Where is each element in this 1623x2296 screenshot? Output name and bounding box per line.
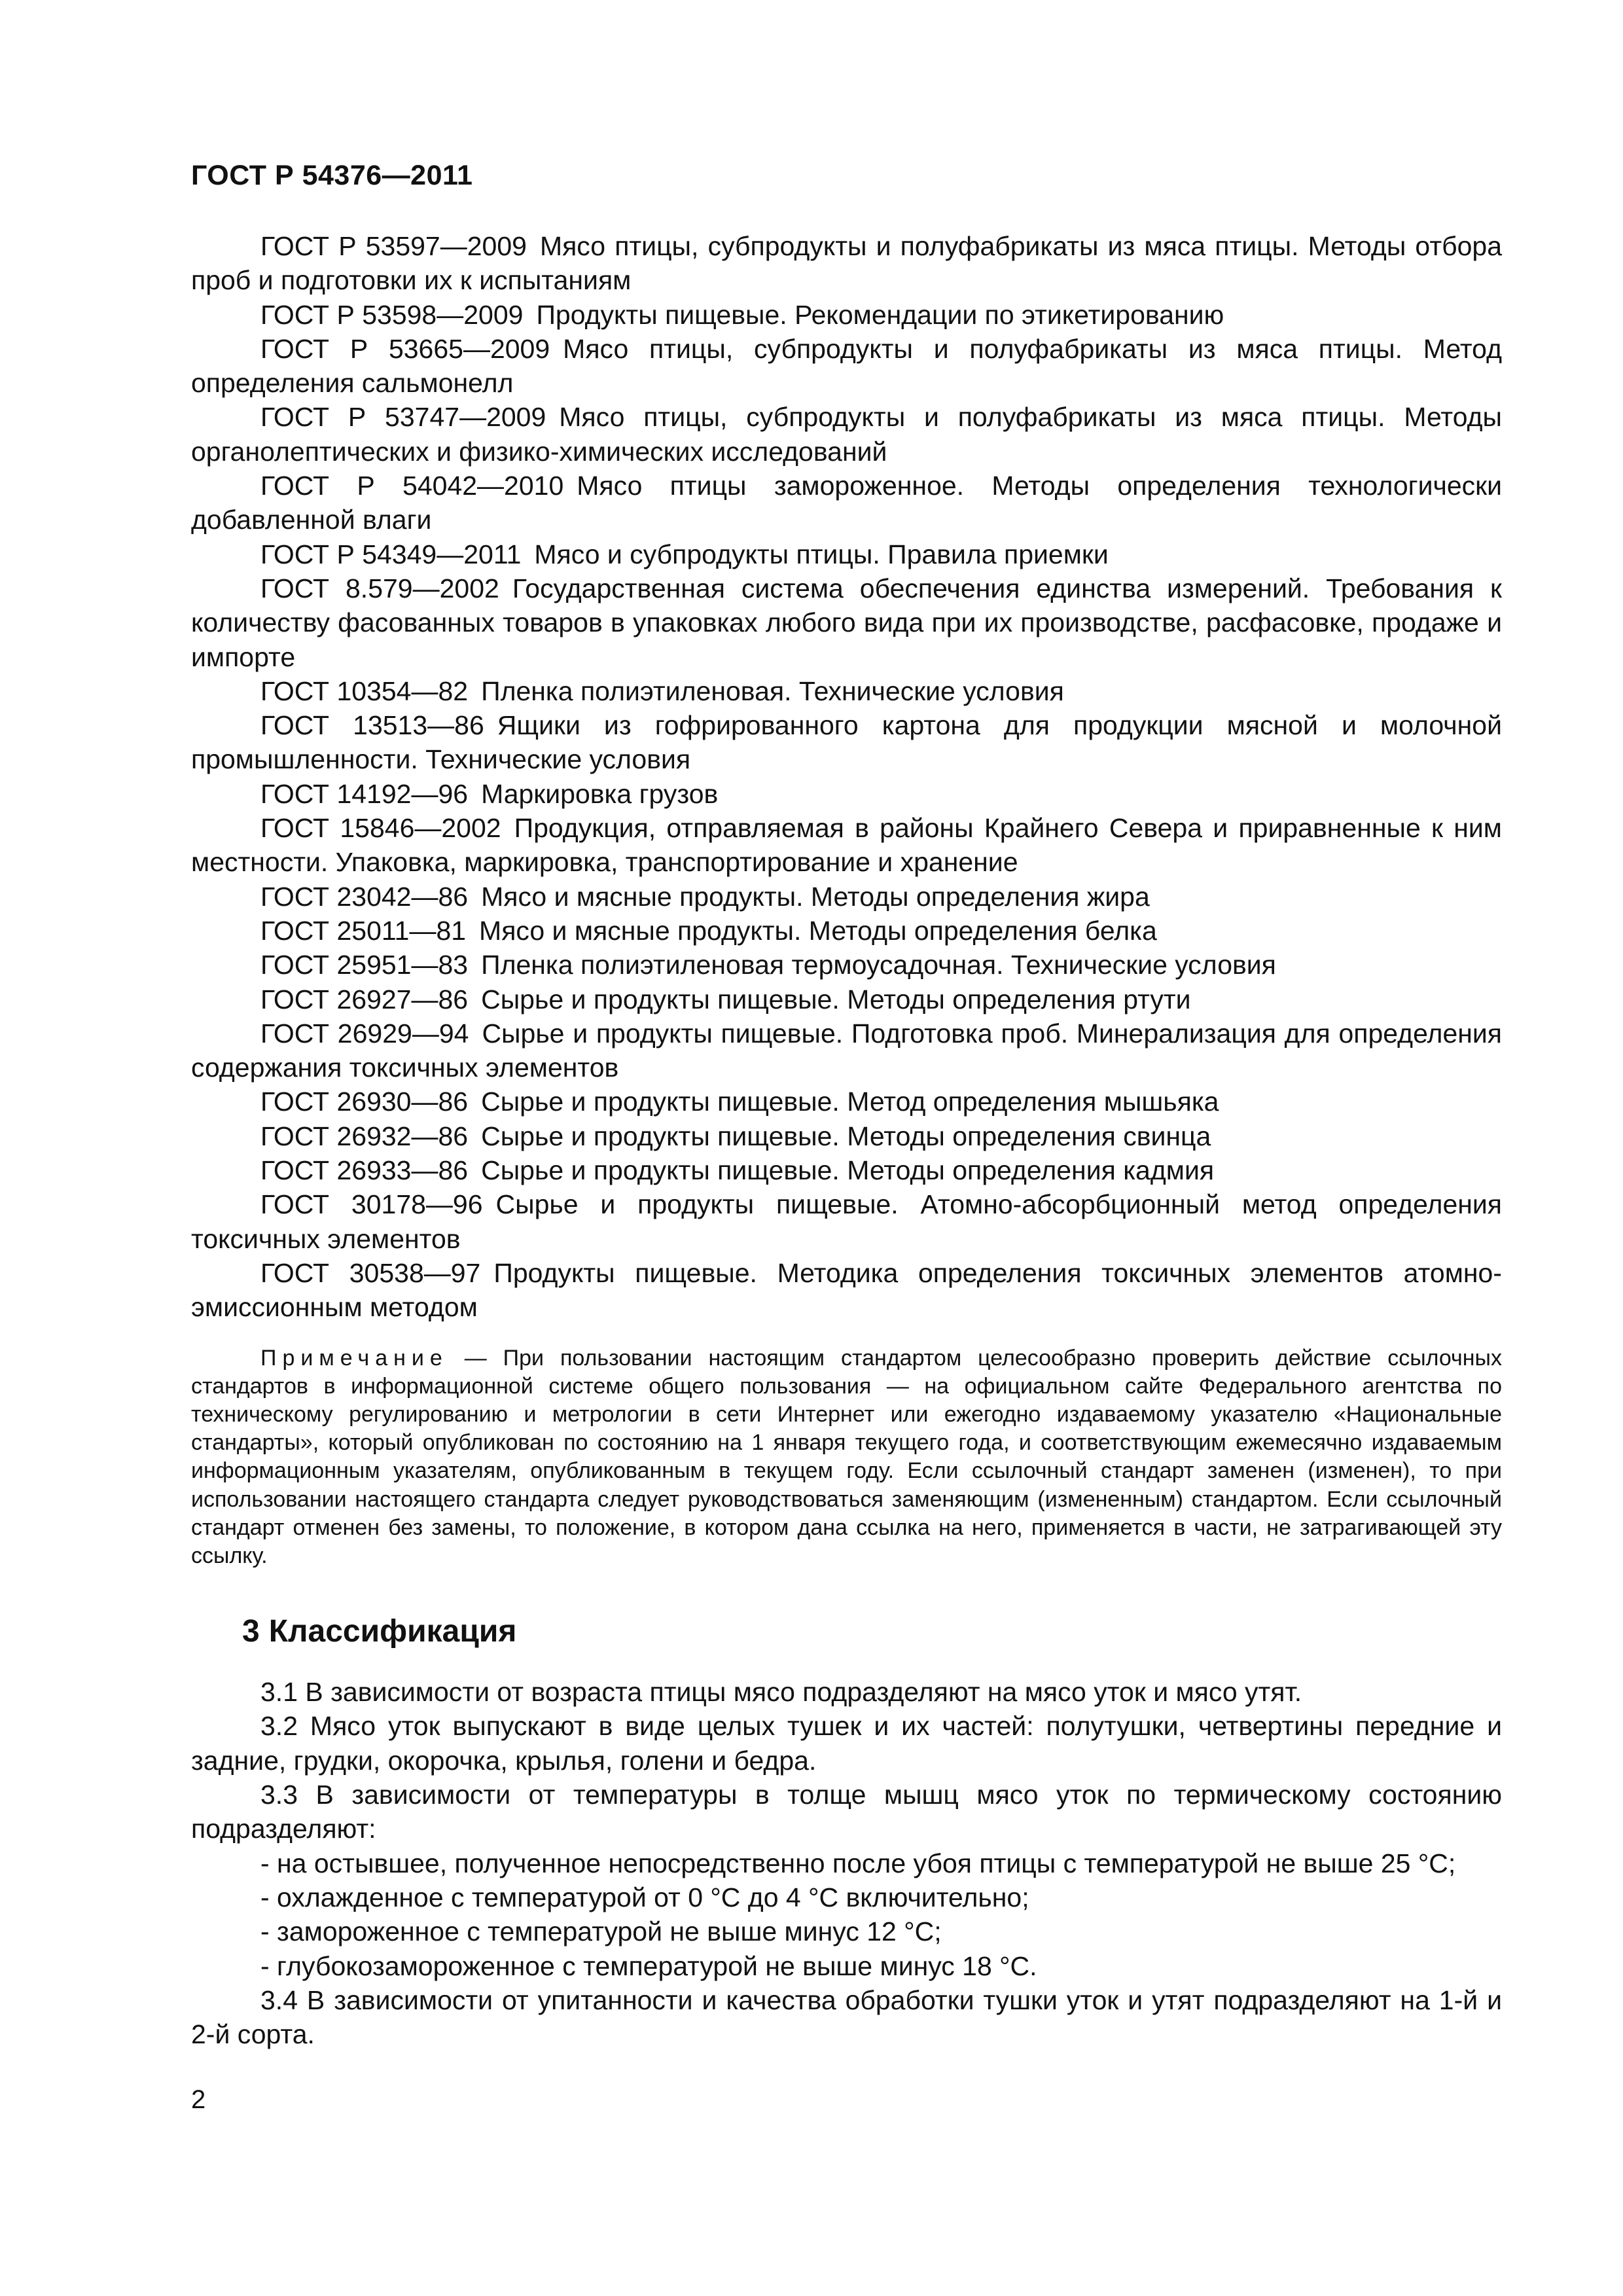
reference-title: Маркировка грузов [481,778,719,809]
reference-item [191,400,1502,469]
reference-code: ГОСТ 26927—86 [260,984,469,1014]
reference-title: Государственная система обеспечения единства измерений. Требования к количеству фасованных товаров в упаковках любого вида при их производстве, расфасовке, продаже и импорте [191,573,1502,672]
reference-item [191,1153,1502,1187]
reference-title: Продукция, отправляемая в районы Крайнего Севера и приравненные к ним местности. Упаковка, маркировка, транспортирование и хранение [191,813,1502,878]
section-heading [242,1612,1502,1651]
reference-code: ГОСТ 26929—94 [260,1018,469,1049]
list-item: - на остывшее, полученное непосредственно после убоя птицы с температурой не выше 25 °C; [260,1848,1456,1878]
reference-item [191,1085,1502,1119]
reference-code: ГОСТ 23042—86 [260,881,469,912]
page-number: 2 [191,2085,206,2114]
reference-item [191,469,1502,537]
reference-title: Пленка полиэтиленовая. Технические условия [481,675,1064,706]
reference-code: ГОСТ 25951—83 [260,950,469,980]
reference-code: ГОСТ Р 53747—2009 [260,402,546,433]
classification-clauses [191,1675,1502,2051]
note-text: — При пользовании настоящим стандартом целесообразно проверить действие ссылочных стандартов в информационной системе общего пользования — на официальном сайте Федерального агентства по техническому регулированию и метрологии в сети Интернет или ежегодно издаваемому указателю «Национальные стандарты», который опубликован по состоянию на 1 января текущего года, и соответствующим ежемесячно издаваемым информационным указателям, опубликованным в текущем году. Если ссылочный стандарт заменен (изменен), то при использовании настоящего стандарта следует руководствоваться заменяющим (измененным) стандартом. Если ссылочный стандарт отменен без замены, то положение, в котором дана ссылка на него, применяется в части, не затрагивающей эту ссылку. [191,1345,1502,1568]
reference-code: ГОСТ Р 53665—2009 [260,333,550,364]
reference-code: ГОСТ Р 53598—2009 [260,299,524,330]
reference-title: Сырье и продукты пищевые. Методы определения кадмия [481,1155,1215,1186]
list-item: - глубокозамороженное с температурой не выше минус 18 °C. [260,1950,1037,1981]
normative-references-list [191,229,1502,1325]
reference-item [191,298,1502,332]
reference-title: Мясо и мясные продукты. Методы определения жира [481,881,1150,912]
reference-item [191,1187,1502,1256]
reference-item [191,880,1502,914]
reference-code: ГОСТ 13513—86 [260,710,484,741]
reference-code: ГОСТ 15846—2002 [260,813,501,844]
clause-3-3: 3.3 В зависимости от температуры в толще мышц мясо уток по термическому состоянию подразделяют: [191,1780,1502,1844]
reference-title: Мясо птицы, субпродукты и полуфабрикаты из мяса птицы. Методы отбора проб и подготовки их к испытаниям [191,231,1502,296]
clause-3-1: 3.1 В зависимости от возраста птицы мясо подразделяют на мясо уток и мясо утят. [260,1677,1302,1708]
reference-code: ГОСТ Р 53597—2009 [260,231,527,261]
reference-title: Мясо птицы, субпродукты и полуфабрикаты из мяса птицы. Метод определения сальмонелл [191,333,1502,399]
reference-title: Мясо птицы, субпродукты и полуфабрикаты из мяса птицы. Методы органолептических и физико-химических исследований [191,402,1502,467]
reference-item [191,1256,1502,1325]
reference-code: ГОСТ 30538—97 [260,1257,481,1288]
reference-title: Продукты пищевые. Рекомендации по этикетированию [536,299,1224,330]
reference-title: Продукты пищевые. Методика определения токсичных элементов атомно-эмиссионным методом [191,1257,1502,1323]
reference-item [191,571,1502,674]
reference-item [191,708,1502,777]
reference-title: Мясо и субпродукты птицы. Правила приемки [534,539,1109,569]
reference-item [191,332,1502,401]
note-paragraph [191,1344,1502,1571]
clause-3-2: 3.2 Мясо уток выпускают в виде целых тушек и их частей: полутушки, четвертины передние и задние, грудки, окорочка, крылья, голени и бедра. [191,1711,1502,1776]
reference-title: Сырье и продукты пищевые. Методы определения свинца [481,1121,1211,1151]
reference-item [191,1016,1502,1085]
reference-item [191,948,1502,982]
reference-title: Сырье и продукты пищевые. Методы определения ртути [481,984,1191,1014]
reference-code: ГОСТ 30178—96 [260,1189,483,1220]
reference-item [191,982,1502,1016]
reference-code: ГОСТ 10354—82 [260,675,469,706]
section-title: Классификация [268,1614,517,1649]
section-number: 3 [242,1614,260,1649]
reference-title: Сырье и продукты пищевые. Подготовка проб. Минерализация для определения содержания токсичных элементов [191,1018,1502,1083]
reference-title: Сырье и продукты пищевые. Атомно-абсорбционный метод определения токсичных элементов [191,1189,1502,1254]
reference-code: ГОСТ 14192—96 [260,778,469,809]
note-label: Примечание [260,1345,448,1371]
reference-code: ГОСТ Р 54042—2010 [260,471,564,501]
reference-item [191,229,1502,298]
list-item: - замороженное с температурой не выше минус 12 °C; [260,1916,942,1947]
reference-item [191,811,1502,880]
reference-item [191,777,1502,811]
reference-title: Пленка полиэтиленовая термоусадочная. Технические условия [481,950,1276,980]
document-header: ГОСТ Р 54376—2011 [191,160,473,191]
reference-title: Мясо птицы замороженное. Методы определения технологически добавленной влаги [191,471,1502,535]
reference-code: ГОСТ Р 54349—2011 [260,539,522,569]
reference-item [191,537,1502,571]
reference-title: Сырье и продукты пищевые. Метод определения мышьяка [481,1086,1219,1117]
reference-code: ГОСТ 26933—86 [260,1155,469,1186]
reference-code: ГОСТ 25011—81 [260,915,467,946]
reference-code: ГОСТ 26932—86 [260,1121,469,1151]
reference-code: ГОСТ 26930—86 [260,1086,469,1117]
reference-item [191,914,1502,948]
reference-item [191,674,1502,708]
reference-item [191,1119,1502,1153]
list-item: - охлажденное с температурой от 0 °C до 4 °C включительно; [260,1882,1029,1912]
reference-title: Ящики из гофрированного картона для продукции мясной и молочной промышленности. Технические условия [191,710,1503,775]
reference-code: ГОСТ 8.579—2002 [260,573,499,603]
page-content [191,229,1502,2051]
reference-title: Мясо и мясные продукты. Методы определения белка [479,915,1157,946]
clause-3-4: 3.4 В зависимости от упитанности и качества обработки тушки уток и утят подразделяют на 1-й и 2-й сорта. [191,1984,1502,2050]
